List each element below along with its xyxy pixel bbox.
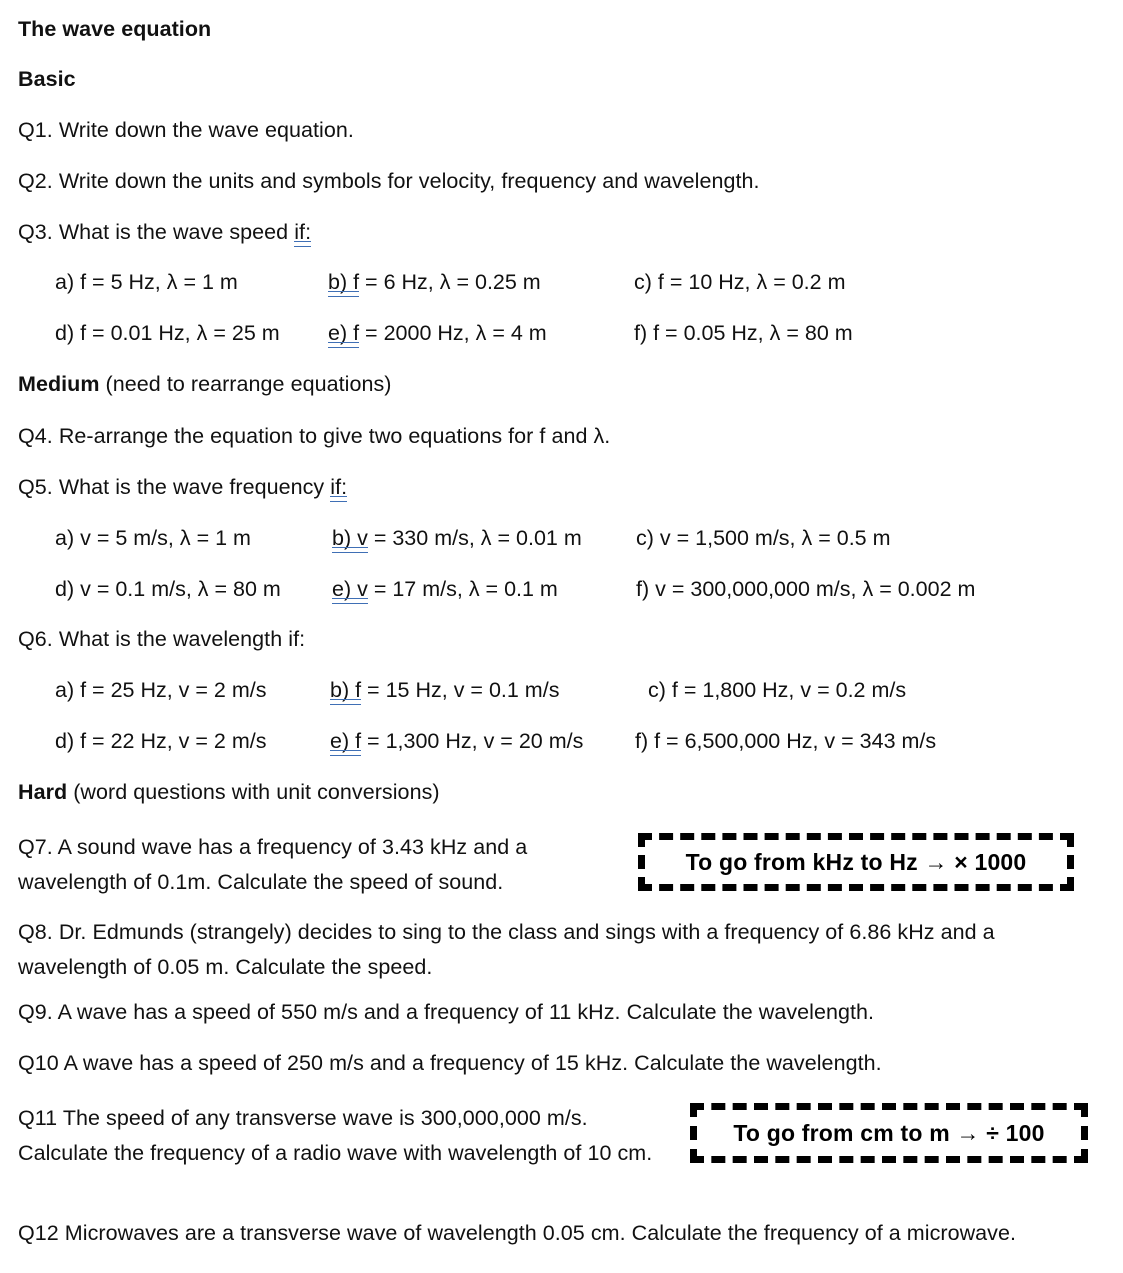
callout-cm-to-m (690, 1103, 1088, 1163)
question-q12: Q12 Microwaves are a transverse wave of wavelength 0.05 cm. Calculate the frequency of a microwave. (18, 1221, 1017, 1245)
question-q2: Q2. Write down the units and symbols for velocity, frequency and wavelength. (18, 169, 760, 193)
question-q5 (18, 474, 347, 500)
callout-khz-to-hz-text: To go from kHz to Hz → × 1000 (685, 848, 1027, 875)
q6-option-c: c) f = 1,800 Hz, v = 0.2 m/s (648, 678, 907, 702)
q6-option-b-marker: b) f (330, 678, 362, 702)
callout-cm-to-m-text: To go from cm to m → ÷ 100 (733, 1119, 1045, 1146)
question-q8: Q8. Dr. Edmunds (strangely) decides to sing to the class and sings with a frequency of 6.86 kHz and a wavelength of 0.05 m. Calculate the speed. (18, 920, 995, 979)
question-q3-if-grammar-mark: if: (294, 220, 312, 244)
question-q6: Q6. What is the wavelength if: (18, 627, 306, 651)
section-heading-medium (18, 371, 391, 397)
q5-option-d: d) v = 0.1 m/s, λ = 80 m (55, 577, 281, 601)
section-heading-hard (18, 779, 440, 805)
q5-option-f: f) v = 300,000,000 m/s, λ = 0.002 m (636, 577, 976, 601)
question-q1: Q1. Write down the wave equation. (18, 118, 354, 142)
question-q5-lead: Q5. What is the wave frequency (18, 475, 331, 499)
q3-option-b (328, 269, 541, 295)
question-q3-lead: Q3. What is the wave speed (18, 220, 295, 244)
section-heading-medium-label: Medium (18, 372, 100, 396)
section-heading-hard-label: Hard (18, 780, 68, 804)
section-heading-hard-note: (word questions with unit conversions) (67, 780, 440, 804)
question-q7: Q7. A sound wave has a frequency of 3.43 kHz and a wavelength of 0.1m. Calculate the speed of sound. (18, 835, 528, 894)
q3-option-f: f) f = 0.05 Hz, λ = 80 m (634, 321, 853, 345)
q6-option-b (330, 677, 559, 703)
q5-option-b-text: = 330 m/s, λ = 0.01 m (367, 526, 582, 550)
q5-option-e-marker: e) v (332, 577, 368, 601)
question-q10: Q10 A wave has a speed of 250 m/s and a frequency of 15 kHz. Calculate the wavelength. (18, 1051, 882, 1075)
section-heading-medium-note: (need to rearrange equations) (99, 372, 392, 396)
q3-option-e-marker: e) f (328, 321, 360, 345)
q3-option-b-text: = 6 Hz, λ = 0.25 m (359, 270, 541, 294)
question-q11: Q11 The speed of any transverse wave is 300,000,000 m/s. Calculate the frequency of a radio wave with wavelength of 10 cm. (18, 1106, 653, 1165)
q5-option-e-text: = 17 m/s, λ = 0.1 m (367, 577, 558, 601)
q3-option-e-text: = 2000 Hz, λ = 4 m (359, 321, 547, 345)
q6-option-e (330, 728, 583, 754)
question-q3 (18, 219, 311, 245)
q6-option-e-marker: e) f (330, 729, 362, 753)
callout-khz-to-hz (638, 833, 1074, 891)
question-q4: Q4. Re-arrange the equation to give two equations for f and λ. (18, 424, 611, 448)
q6-option-a: a) f = 25 Hz, v = 2 m/s (55, 678, 267, 702)
q5-option-c: c) v = 1,500 m/s, λ = 0.5 m (636, 526, 891, 550)
q5-option-b-marker: b) v (332, 526, 368, 550)
page-title: The wave equation (18, 17, 212, 41)
q6-option-b-text: = 15 Hz, v = 0.1 m/s (361, 678, 560, 702)
q3-option-b-marker: b) f (328, 270, 360, 294)
q3-option-c: c) f = 10 Hz, λ = 0.2 m (634, 270, 846, 294)
q6-option-f: f) f = 6,500,000 Hz, v = 343 m/s (635, 729, 937, 753)
question-q9: Q9. A wave has a speed of 550 m/s and a frequency of 11 kHz. Calculate the wavelength. (18, 1000, 875, 1024)
question-q5-if-grammar-mark: if: (330, 475, 348, 499)
q6-option-e-text: = 1,300 Hz, v = 20 m/s (361, 729, 584, 753)
section-heading-basic: Basic (18, 67, 76, 91)
q5-option-e (332, 576, 558, 602)
q5-option-a: a) v = 5 m/s, λ = 1 m (55, 526, 251, 550)
q3-option-e (328, 320, 547, 346)
q3-option-a: a) f = 5 Hz, λ = 1 m (55, 270, 238, 294)
q3-option-d: d) f = 0.01 Hz, λ = 25 m (55, 321, 280, 345)
q6-option-d: d) f = 22 Hz, v = 2 m/s (55, 729, 267, 753)
q5-option-b (332, 525, 582, 551)
